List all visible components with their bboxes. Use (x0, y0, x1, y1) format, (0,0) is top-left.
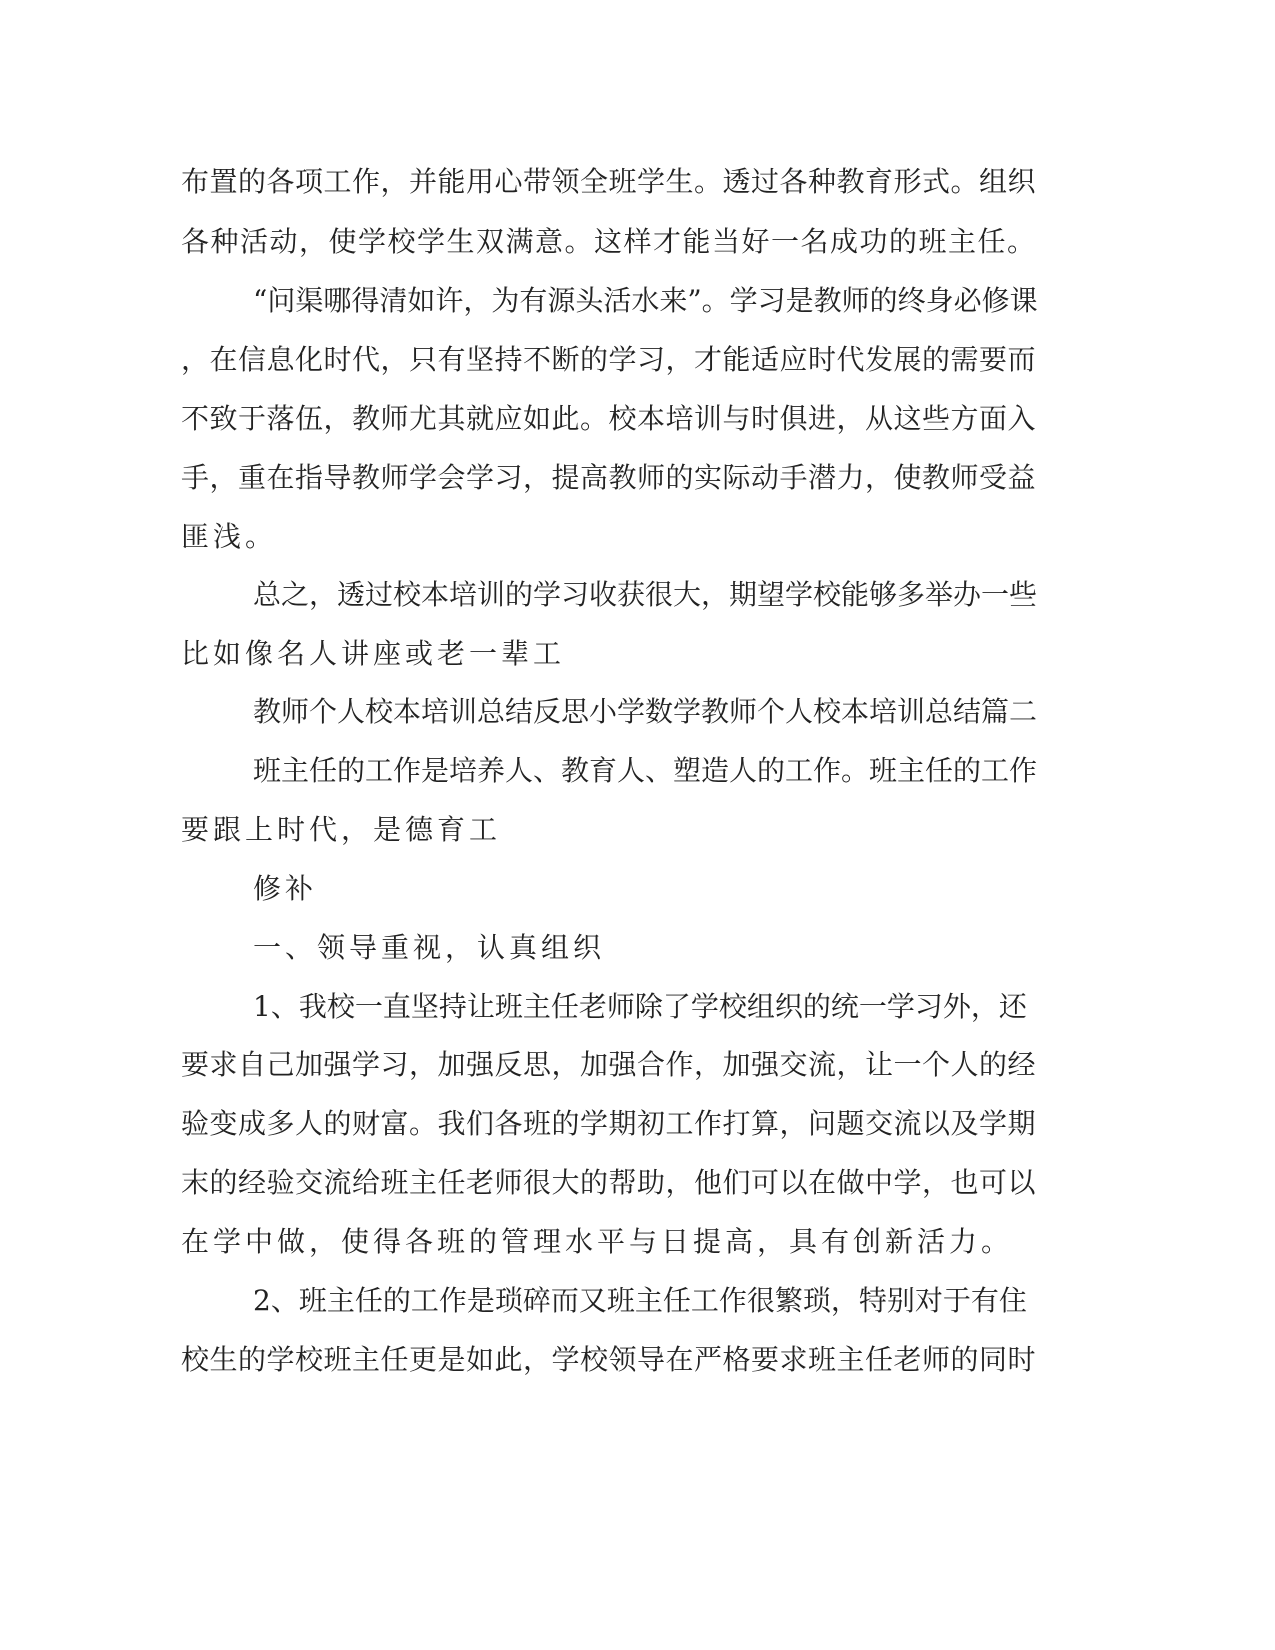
text-line: “问渠哪得清如许，为有源头活水来”。学习是教师的终身必修课 (253, 284, 1038, 317)
text-line: ，在信息化时代，只有坚持不断的学习，才能适应时代发展的需要而 (181, 343, 1037, 376)
subsection-heading: 一、领导重视，认真组织 (253, 931, 606, 964)
text-line: 末的经验交流给班主任老师很大的帮助，他们可以在做中学，也可以 (181, 1166, 1037, 1199)
text-line: 总之，透过校本培训的学习收获很大，期望学校能够多举办一些 (253, 578, 1038, 611)
text-line: 各种活动，使学校学生双满意。这样才能当好一名成功的班主任。 (181, 225, 1037, 258)
text-line: 比如像名人讲座或老一辈工 (181, 637, 566, 670)
text-line: 2、班主任的工作是琐碎而又班主任工作很繁琐，特别对于有住 (253, 1284, 1027, 1317)
text-line: 要求自己加强学习，加强反思，加强合作，加强交流，让一个人的经 (181, 1048, 1037, 1081)
section-heading: 教师个人校本培训总结反思小学数学教师个人校本培训总结篇二 (253, 695, 1038, 728)
text-line: 要跟上时代，是德育工 (181, 813, 502, 846)
text-line: 手，重在指导教师学会学习，提高教师的实际动手潜力，使教师受益 (181, 461, 1037, 494)
text-line: 验变成多人的财富。我们各班的学期初工作打算，问题交流以及学期 (181, 1107, 1037, 1140)
text-line: 不致于落伍，教师尤其就应如此。校本培训与时俱进，从这些方面入 (181, 402, 1037, 435)
text-line: 班主任的工作是培养人、教育人、塑造人的工作。班主任的工作 (253, 754, 1038, 787)
text-line: 校生的学校班主任更是如此，学校领导在严格要求班主任老师的同时 (181, 1343, 1037, 1376)
text-line: 修补 (253, 872, 318, 905)
text-line: 1、我校一直坚持让班主任老师除了学校组织的统一学习外，还 (253, 990, 1027, 1023)
text-line: 匪浅。 (181, 520, 278, 553)
text-line: 布置的各项工作，并能用心带领全班学生。透过各种教育形式。组织 (181, 165, 1037, 198)
text-line: 在学中做，使得各班的管理水平与日提高，具有创新活力。 (181, 1225, 1014, 1258)
